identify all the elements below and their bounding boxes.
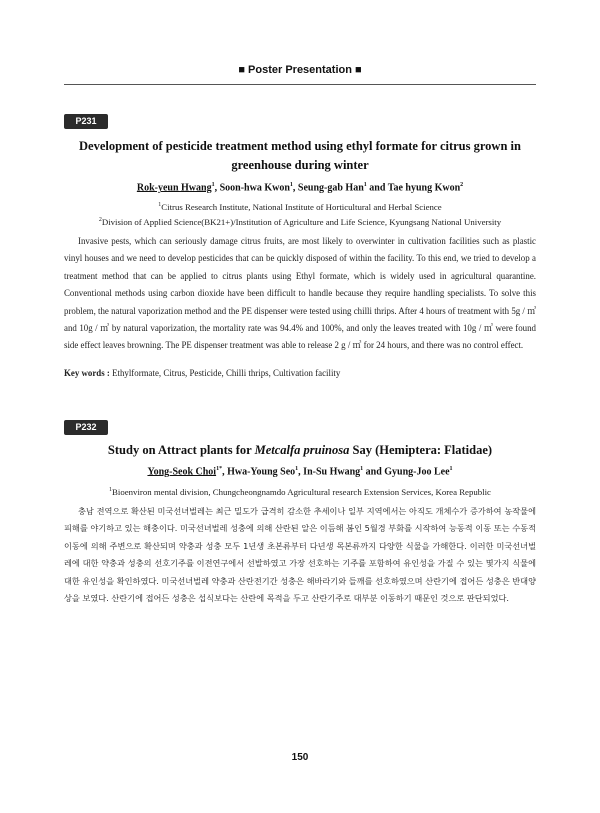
p231-author-4: Tae hyung Kwon (387, 182, 461, 194)
p231-affiliations (64, 199, 536, 229)
p231-authors: Rok-yeun Hwang$^1$, Soon-hwa Kwon$^1$, Seung-gab Han$^1$ and Tae hyung Kwon$^2$ (136, 182, 464, 194)
poster-tag-p232: P232 (64, 420, 108, 435)
header-rule (64, 84, 536, 85)
keywords-list: Ethylformate, Citrus, Pesticide, Chilli thrips, Cultivation facility (112, 368, 341, 378)
p232-author-1: Yong-Seok Choi (147, 466, 217, 478)
poster-tag-p231: P231 (64, 114, 108, 129)
p231-author-3: Seung-gab Han (297, 182, 364, 194)
p232-affiliation: $^1$Bioenviron mental division, Chungcheongnamdo Agricultural research Extension Services, Korea Republic (109, 486, 491, 497)
keywords-label: Key words : (64, 368, 110, 378)
p232-author-2: Hwa-Young Seo (227, 466, 296, 478)
p231-keywords (64, 368, 536, 378)
p231-affiliation-2: $^2$Division of Applied Science(BK21+)/Institution of Agriculture and Life Science, Kyungsang National University (98, 216, 502, 227)
p231-title: Development of pesticide treatment method using ethyl formate for citrus grown in greenhouse during winter (79, 139, 521, 172)
p231-author-1: Rok-yeun Hwang (136, 182, 212, 194)
species-name: Metcalfa pruinosa (254, 443, 350, 457)
p231-affiliation-1: $^1$Citrus Research Institute, National Institute of Horticultural and Herbal Science (158, 201, 442, 212)
p232-authors: Yong-Seok Choi$^{1*}$, Hwa-Young Seo$^1$, In-Su Hwang$^1$ and Gyung-Joo Lee$^1$ (147, 466, 453, 478)
running-header: ■ Poster Presentation ■ (238, 64, 362, 76)
p231-abstract: Invasive pests, which can seriously damage citrus fruits, are most likely to overwinter in cultivation facilities such as plastic vinyl houses and we need to develop pesticides that can be quickly disposed of within the facility. To this end, we tried to develop a treatment method that can be applied to citrus plants using Ethyl formate, which is widely used in agricultural quarantine. Conventional methods using carbon dioxide have been difficult to handle because they require handling specialists. To solve this problem, the natural vaporization method and the PE dispenser were tested using chilli thrips. After 4 hours of treatment with 5g / ㎥ and 10g / ㎥ by natural vaporization, the mortality rate was 94.4% and 100%, and only the leaves treated with 10g / ㎥ were found side effect leaves browning. The PE dispenser treatment was able to release 2 g / ㎥ for 24 hours, and there was no control effect. (64, 236, 536, 351)
p232-title: Study on Attract plants for Metcalfa pruinosa Say (Hemiptera: Flatidae) (107, 443, 493, 457)
p231-author-2: Soon-hwa Kwon (219, 182, 290, 194)
p232-abstract: 충남 전역으로 확산된 미국선녀벌레는 최근 밀도가 급격히 감소한 추세이나 일부 지역에서는 아직도 개체수가 증가하여 농작물에 피해를 야기하고 있는 해충이다. 미국선녀벌레 성충에 의해 산란된 알은 이듬해 봄인 5월경 부화를 시작하여 능동적 이동 또는 수동적 이동에 의해 주변으로 확산되며 약충과 성충 모두 1년생 초본류부터 다년생 목본류까지 다양한 식물을 가해한다. 이러한 미국선녀벌레에 대한 약충과 성충의 선호기주를 이전연구에서 선발하였고 가장 선호하는 기주를 포함하여 유인성을 가질 수 있는 몇가지 식물에 대한 유인성을 확인하였다. 미국선녀벌레 약충과 산란전기간 성충은 해바라기와 들깨를 선호하였으며 산란기에 접어든 성충은 반대양상을 보였다. 산란기에 접어든 성충은 섭식보다는 산란에 목적을 두고 산란기주로 대부분 이동하기 때문인 것으로 판단되었다. (64, 506, 536, 604)
p232-author-3: In-Su Hwang (303, 466, 361, 478)
p232-author-4: Gyung-Joo Lee (384, 466, 450, 478)
page-number: 150 (291, 752, 309, 763)
